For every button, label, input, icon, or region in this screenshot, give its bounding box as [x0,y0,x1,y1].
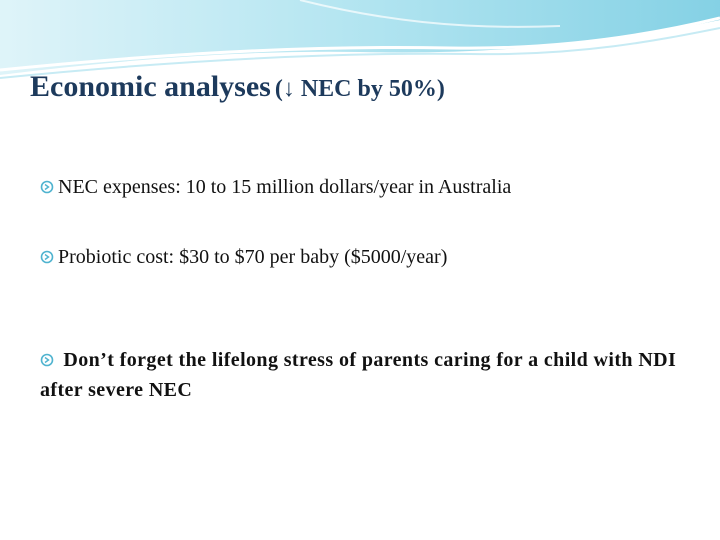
title-main: Economic analyses [30,70,271,103]
bullet-item [40,345,690,405]
open-circle-arrow-icon [40,180,54,194]
bullet-text: NEC expenses: 10 to 15 million dollars/year in Australia [58,176,512,198]
title-suffix: (↓ NEC by 50%) [274,76,445,102]
slide-title [30,70,445,104]
bullet-item [40,242,447,272]
bullet-item [40,172,511,202]
open-circle-arrow-icon [40,250,54,264]
open-circle-arrow-icon [40,353,54,367]
bullet-text: Probiotic cost: $30 to $70 per baby ($5000/year) [58,246,448,268]
bullet-text: Don’t forget the lifelong stress of parents caring for a child with NDI after severe NEC [40,349,677,401]
